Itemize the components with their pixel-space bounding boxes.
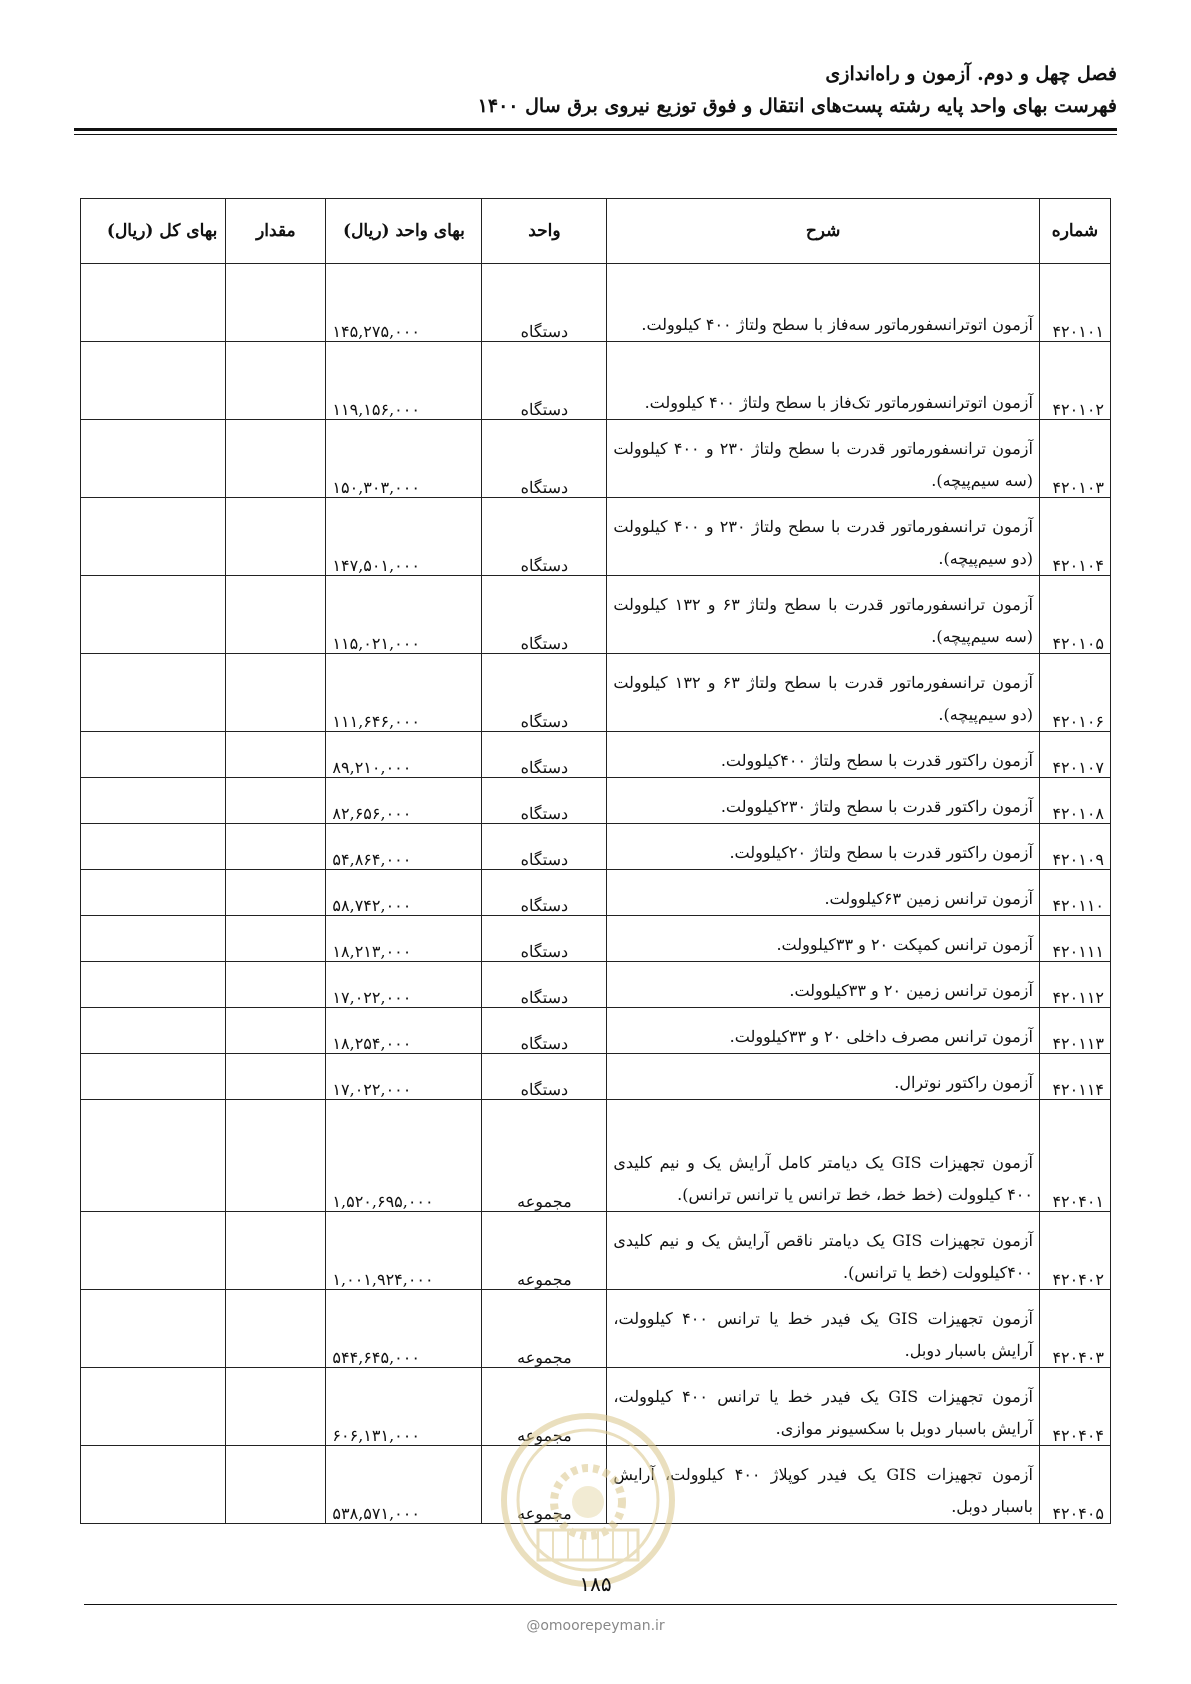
- item-unit: دستگاه: [482, 732, 607, 778]
- col-header-unit: واحد: [482, 199, 607, 264]
- item-unit-price: ۱۴۵,۲۷۵,۰۰۰: [326, 264, 482, 342]
- item-total-price: [81, 576, 226, 654]
- item-quantity: [226, 962, 326, 1008]
- item-code: ۴۲۰۴۰۴: [1039, 1368, 1110, 1446]
- item-quantity: [226, 264, 326, 342]
- item-description: آزمون راکتور قدرت با سطح ولتاژ ۲۳۰کیلوولت.: [607, 778, 1040, 824]
- page-header: [74, 58, 1117, 122]
- item-code: ۴۲۰۱۰۲: [1039, 342, 1110, 420]
- item-total-price: [81, 420, 226, 498]
- item-code: ۴۲۰۱۰۵: [1039, 576, 1110, 654]
- item-unit-price: ۱۸,۲۵۴,۰۰۰: [326, 1008, 482, 1054]
- item-code: ۴۲۰۱۰۳: [1039, 420, 1110, 498]
- item-quantity: [226, 498, 326, 576]
- table-row: [81, 778, 1111, 824]
- table-row: [81, 870, 1111, 916]
- item-description: آزمون راکتور قدرت با سطح ولتاژ ۲۰کیلوولت.: [607, 824, 1040, 870]
- item-unit: دستگاه: [482, 916, 607, 962]
- item-total-price: [81, 1446, 226, 1524]
- item-total-price: [81, 962, 226, 1008]
- item-code: ۴۲۰۴۰۳: [1039, 1290, 1110, 1368]
- table-row: [81, 1368, 1111, 1446]
- table-row: [81, 654, 1111, 732]
- item-description: آزمون تجهیزات GIS یک دیامتر ناقص آرایش یک و نیم کلیدی ۴۰۰کیلوولت (خط یا ترانس).: [607, 1212, 1040, 1290]
- price-list-table: [80, 198, 1111, 1524]
- item-unit: مجموعه: [482, 1446, 607, 1524]
- item-quantity: [226, 916, 326, 962]
- item-total-price: [81, 732, 226, 778]
- footer-rule: [84, 1604, 1117, 1605]
- table-row: [81, 732, 1111, 778]
- page-number: ۱۸۵: [579, 1572, 612, 1596]
- table-row: [81, 576, 1111, 654]
- document-subtitle: فهرست بهای واحد پایه رشته پست‌های انتقال و فوق توزیع نیروی برق سال ۱۴۰۰: [477, 95, 1117, 117]
- table-row: [81, 1008, 1111, 1054]
- table-row: [81, 962, 1111, 1008]
- item-total-price: [81, 778, 226, 824]
- item-description: آزمون تجهیزات GIS یک فیدر کوپلاژ ۴۰۰ کیلوولت، آرایش باسبار دوبل.: [607, 1446, 1040, 1524]
- item-code: ۴۲۰۱۱۰: [1039, 870, 1110, 916]
- item-code: ۴۲۰۱۱۳: [1039, 1008, 1110, 1054]
- table-row: [81, 1100, 1111, 1212]
- item-code: ۴۲۰۴۰۲: [1039, 1212, 1110, 1290]
- item-quantity: [226, 576, 326, 654]
- item-unit-price: ۱۷,۰۲۲,۰۰۰: [326, 962, 482, 1008]
- table-row: [81, 1446, 1111, 1524]
- table-row: [81, 342, 1111, 420]
- item-description: آزمون ترانسفورماتور قدرت با سطح ولتاژ ۲۳۰ و ۴۰۰ کیلوولت (سه سیم‌پیچه).: [607, 420, 1040, 498]
- table-row: [81, 498, 1111, 576]
- item-code: ۴۲۰۱۰۹: [1039, 824, 1110, 870]
- table-row: [81, 264, 1111, 342]
- table-header-row: [81, 199, 1111, 264]
- col-header-unit-price: بهای واحد (ریال): [326, 199, 482, 264]
- item-total-price: [81, 1008, 226, 1054]
- item-description: آزمون ترانس زمین ۶۳کیلوولت.: [607, 870, 1040, 916]
- item-unit-price: ۱۸,۲۱۳,۰۰۰: [326, 916, 482, 962]
- col-header-description: شرح: [607, 199, 1040, 264]
- item-unit-price: ۶۰۶,۱۳۱,۰۰۰: [326, 1368, 482, 1446]
- item-unit: دستگاه: [482, 870, 607, 916]
- item-total-price: [81, 498, 226, 576]
- item-unit-price: ۱۷,۰۲۲,۰۰۰: [326, 1054, 482, 1100]
- item-description: آزمون ترانس کمپکت ۲۰ و ۳۳کیلوولت.: [607, 916, 1040, 962]
- item-code: ۴۲۰۱۱۱: [1039, 916, 1110, 962]
- header-rule-thin: [74, 134, 1117, 135]
- item-total-price: [81, 916, 226, 962]
- item-quantity: [226, 732, 326, 778]
- item-unit-price: ۱۵۰,۳۰۳,۰۰۰: [326, 420, 482, 498]
- item-code: ۴۲۰۴۰۵: [1039, 1446, 1110, 1524]
- table-row: [81, 916, 1111, 962]
- table-row: [81, 1212, 1111, 1290]
- item-total-price: [81, 1054, 226, 1100]
- item-unit-price: ۱۱۵,۰۲۱,۰۰۰: [326, 576, 482, 654]
- item-quantity: [226, 1054, 326, 1100]
- item-description: آزمون راکتور قدرت با سطح ولتاژ ۴۰۰کیلوولت.: [607, 732, 1040, 778]
- item-quantity: [226, 870, 326, 916]
- item-unit-price: ۱۱۹,۱۵۶,۰۰۰: [326, 342, 482, 420]
- chapter-title: فصل چهل و دوم. آزمون و راه‌اندازی: [825, 63, 1117, 85]
- item-unit: دستگاه: [482, 264, 607, 342]
- item-total-price: [81, 870, 226, 916]
- website-watermark: @omoorepeyman.ir: [526, 1618, 665, 1634]
- item-unit: دستگاه: [482, 1054, 607, 1100]
- item-code: ۴۲۰۱۰۶: [1039, 654, 1110, 732]
- item-code: ۴۲۰۱۱۲: [1039, 962, 1110, 1008]
- item-description: آزمون تجهیزات GIS یک فیدر خط یا ترانس ۴۰۰ کیلوولت، آرایش باسبار دوبل با سکسیونر موازی.: [607, 1368, 1040, 1446]
- item-quantity: [226, 778, 326, 824]
- item-quantity: [226, 1008, 326, 1054]
- item-description: آزمون ترانسفورماتور قدرت با سطح ولتاژ ۲۳۰ و ۴۰۰ کیلوولت (دو سیم‌پیچه).: [607, 498, 1040, 576]
- item-description: آزمون تجهیزات GIS یک دیامتر کامل آرایش یک و نیم کلیدی ۴۰۰ کیلوولت (خط خط، خط ترانس یا ترانس ترانس).: [607, 1100, 1040, 1212]
- item-description: آزمون تجهیزات GIS یک فیدر خط یا ترانس ۴۰۰ کیلوولت، آرایش باسبار دوبل.: [607, 1290, 1040, 1368]
- item-unit: مجموعه: [482, 1100, 607, 1212]
- item-quantity: [226, 420, 326, 498]
- item-code: ۴۲۰۱۰۱: [1039, 264, 1110, 342]
- item-unit: دستگاه: [482, 576, 607, 654]
- item-description: آزمون ترانسفورماتور قدرت با سطح ولتاژ ۶۳ و ۱۳۲ کیلوولت (سه سیم‌پیچه).: [607, 576, 1040, 654]
- item-quantity: [226, 342, 326, 420]
- item-description: آزمون ترانس مصرف داخلی ۲۰ و ۳۳کیلوولت.: [607, 1008, 1040, 1054]
- item-total-price: [81, 1212, 226, 1290]
- item-unit: دستگاه: [482, 1008, 607, 1054]
- col-header-total-price: بهای کل (ریال): [81, 199, 226, 264]
- item-quantity: [226, 1100, 326, 1212]
- header-rule-thick: [74, 128, 1117, 131]
- item-code: ۴۲۰۱۰۷: [1039, 732, 1110, 778]
- item-unit: دستگاه: [482, 420, 607, 498]
- item-unit-price: ۱۴۷,۵۰۱,۰۰۰: [326, 498, 482, 576]
- table-row: [81, 1054, 1111, 1100]
- item-unit-price: ۸۹,۲۱۰,۰۰۰: [326, 732, 482, 778]
- item-unit-price: ۱,۰۰۱,۹۲۴,۰۰۰: [326, 1212, 482, 1290]
- item-total-price: [81, 1368, 226, 1446]
- table-row: [81, 420, 1111, 498]
- item-unit-price: ۵۸,۷۴۲,۰۰۰: [326, 870, 482, 916]
- item-code: ۴۲۰۱۰۴: [1039, 498, 1110, 576]
- item-quantity: [226, 1446, 326, 1524]
- item-total-price: [81, 824, 226, 870]
- item-description: آزمون ترانسفورماتور قدرت با سطح ولتاژ ۶۳ و ۱۳۲ کیلوولت (دو سیم‌پیچه).: [607, 654, 1040, 732]
- item-description: آزمون راکتور نوترال.: [607, 1054, 1040, 1100]
- item-unit-price: ۱,۵۲۰,۶۹۵,۰۰۰: [326, 1100, 482, 1212]
- item-unit-price: ۸۲,۶۵۶,۰۰۰: [326, 778, 482, 824]
- item-code: ۴۲۰۱۰۸: [1039, 778, 1110, 824]
- item-code: ۴۲۰۱۱۴: [1039, 1054, 1110, 1100]
- item-total-price: [81, 654, 226, 732]
- item-unit: دستگاه: [482, 778, 607, 824]
- item-description: آزمون ترانس زمین ۲۰ و ۳۳کیلوولت.: [607, 962, 1040, 1008]
- item-unit: مجموعه: [482, 1290, 607, 1368]
- item-unit-price: ۱۱۱,۶۴۶,۰۰۰: [326, 654, 482, 732]
- item-code: ۴۲۰۴۰۱: [1039, 1100, 1110, 1212]
- item-quantity: [226, 824, 326, 870]
- table-row: [81, 1290, 1111, 1368]
- item-total-price: [81, 1290, 226, 1368]
- item-quantity: [226, 1368, 326, 1446]
- table-row: [81, 824, 1111, 870]
- item-description: آزمون اتوترانسفورماتور سه‌فاز با سطح ولتاژ ۴۰۰ کیلوولت.: [607, 264, 1040, 342]
- item-unit: دستگاه: [482, 654, 607, 732]
- item-unit: دستگاه: [482, 498, 607, 576]
- item-total-price: [81, 1100, 226, 1212]
- item-unit: دستگاه: [482, 962, 607, 1008]
- item-unit-price: ۵۴,۸۶۴,۰۰۰: [326, 824, 482, 870]
- item-quantity: [226, 1212, 326, 1290]
- col-header-quantity: مقدار: [226, 199, 326, 264]
- col-header-code: شماره: [1039, 199, 1110, 264]
- item-unit-price: ۵۳۸,۵۷۱,۰۰۰: [326, 1446, 482, 1524]
- item-unit: دستگاه: [482, 824, 607, 870]
- item-total-price: [81, 342, 226, 420]
- item-unit: مجموعه: [482, 1368, 607, 1446]
- item-unit: مجموعه: [482, 1212, 607, 1290]
- item-description: آزمون اتوترانسفورماتور تک‌فاز با سطح ولتاژ ۴۰۰ کیلوولت.: [607, 342, 1040, 420]
- item-unit: دستگاه: [482, 342, 607, 420]
- item-total-price: [81, 264, 226, 342]
- item-quantity: [226, 654, 326, 732]
- item-quantity: [226, 1290, 326, 1368]
- item-unit-price: ۵۴۴,۶۴۵,۰۰۰: [326, 1290, 482, 1368]
